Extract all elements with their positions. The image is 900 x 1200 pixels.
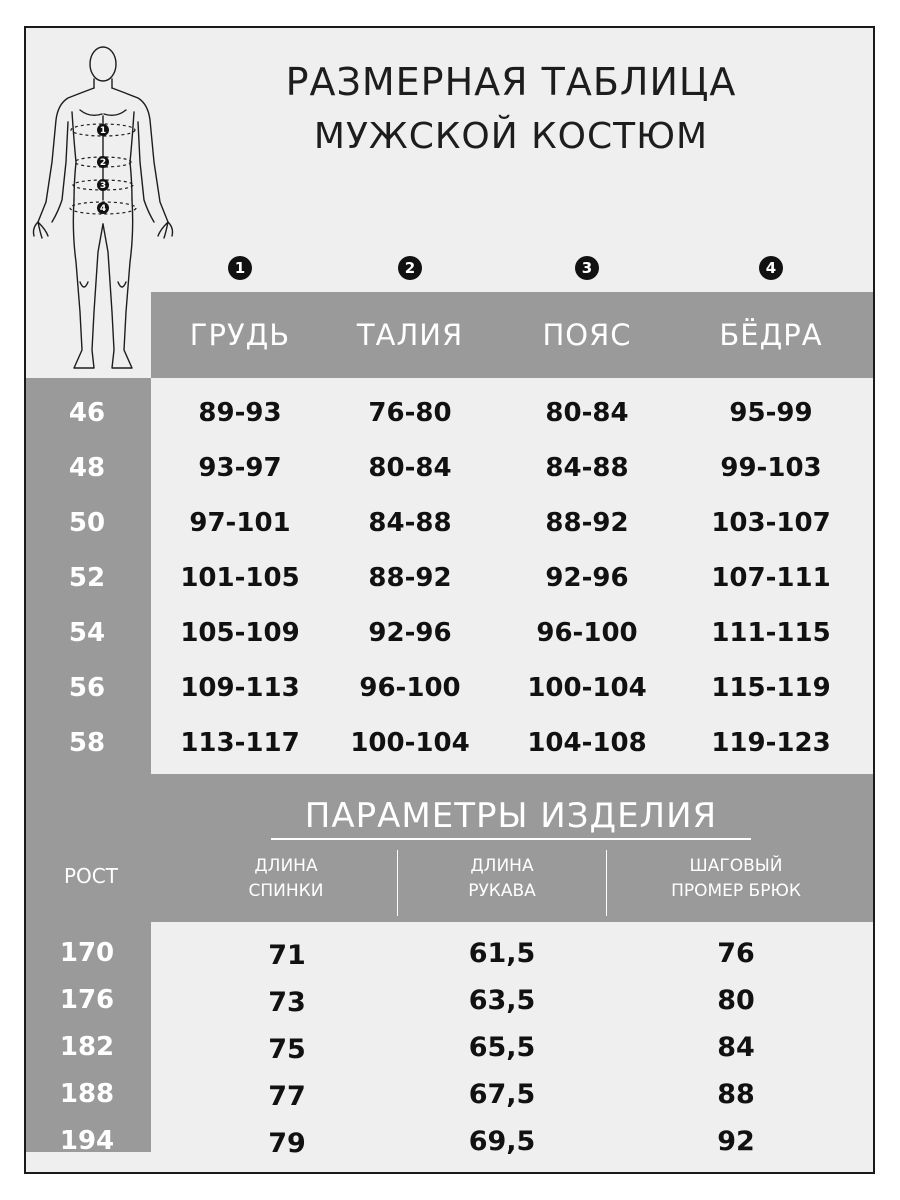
figure-marker-2: 2 (99, 158, 107, 168)
height-label: 176 (59, 985, 115, 1015)
table-cell: 84-88 (368, 508, 452, 538)
table-cell: 111-115 (711, 618, 831, 648)
table-cell: 92-96 (545, 563, 629, 593)
chart-title: РАЗМЕРНАЯ ТАБЛИЦА (285, 60, 737, 104)
column-header-chest: ГРУДЬ (189, 318, 291, 352)
table-cell: 84 (717, 1032, 755, 1063)
table-cell: 71 (268, 940, 306, 971)
table-cell: 104-108 (527, 728, 647, 758)
table-cell: 88-92 (545, 508, 629, 538)
column-marker-3: 3 (575, 256, 599, 280)
table-cell: 93-97 (198, 453, 282, 483)
table-cell: 103-107 (711, 508, 831, 538)
column-header-back-length: ДЛИНА СПИНКИ (248, 856, 324, 901)
column-header-belt: ПОЯС (542, 318, 632, 352)
figure-marker-1: 1 (99, 126, 107, 136)
params-title: ПАРАМЕТРЫ ИЗДЕЛИЯ (304, 796, 718, 836)
table-cell: 96-100 (536, 618, 638, 648)
table-cell: 100-104 (527, 673, 647, 703)
height-header: РОСТ (64, 864, 118, 888)
column-divider (606, 850, 607, 916)
table-cell: 63,5 (468, 985, 536, 1016)
table-cell: 69,5 (468, 1126, 536, 1157)
table-cell: 73 (268, 987, 306, 1018)
table-cell: 76 (717, 938, 755, 969)
height-label: 170 (59, 938, 115, 968)
table-cell: 92 (717, 1126, 755, 1157)
size-label: 52 (68, 563, 106, 593)
column-marker-4: 4 (759, 256, 783, 280)
height-label: 182 (59, 1032, 115, 1062)
params-title-underline (271, 838, 751, 840)
column-marker-2: 2 (398, 256, 422, 280)
size-label: 56 (68, 673, 106, 703)
column-header-waist: ТАЛИЯ (356, 318, 464, 352)
table-cell: 75 (268, 1034, 306, 1065)
height-label: 188 (59, 1079, 115, 1109)
table-cell: 115-119 (711, 673, 831, 703)
table-cell: 100-104 (350, 728, 470, 758)
table-cell: 119-123 (711, 728, 831, 758)
table-cell: 88 (717, 1079, 755, 1110)
table-cell: 99-103 (720, 453, 822, 483)
table-cell: 89-93 (198, 398, 282, 428)
table-cell: 105-109 (180, 618, 300, 648)
table-cell: 109-113 (180, 673, 300, 703)
size-chart-frame (24, 26, 875, 1174)
table-cell: 79 (268, 1128, 306, 1159)
table-cell: 67,5 (468, 1079, 536, 1110)
column-header-inseam: ШАГОВЫЙ ПРОМЕР БРЮК (671, 856, 801, 901)
size-label: 50 (68, 508, 106, 538)
table-cell: 107-111 (711, 563, 831, 593)
table-cell: 95-99 (729, 398, 813, 428)
figure-marker-4: 4 (99, 204, 107, 214)
table-cell: 77 (268, 1081, 306, 1112)
column-header-hips: БЁДРА (719, 318, 823, 352)
table-cell: 88-92 (368, 563, 452, 593)
column-divider (397, 850, 398, 916)
size-label: 54 (68, 618, 106, 648)
height-label: 194 (59, 1126, 115, 1156)
table-cell: 65,5 (468, 1032, 536, 1063)
table-cell: 92-96 (368, 618, 452, 648)
size-label: 58 (68, 728, 106, 758)
table-cell: 113-117 (180, 728, 300, 758)
table-cell: 101-105 (180, 563, 300, 593)
chart-subtitle: МУЖСКОЙ КОСТЮМ (313, 116, 709, 157)
table-cell: 80 (717, 985, 755, 1016)
table-cell: 97-101 (189, 508, 291, 538)
table-cell: 80-84 (545, 398, 629, 428)
column-header-sleeve-length: ДЛИНА РУКАВА (468, 856, 536, 901)
size-label: 48 (68, 453, 106, 483)
size-label: 46 (68, 398, 106, 428)
table-cell: 96-100 (359, 673, 461, 703)
table-cell: 84-88 (545, 453, 629, 483)
table-cell: 76-80 (368, 398, 452, 428)
figure-marker-3: 3 (99, 181, 107, 191)
column-marker-1: 1 (228, 256, 252, 280)
table-cell: 61,5 (468, 938, 536, 969)
table-cell: 80-84 (368, 453, 452, 483)
